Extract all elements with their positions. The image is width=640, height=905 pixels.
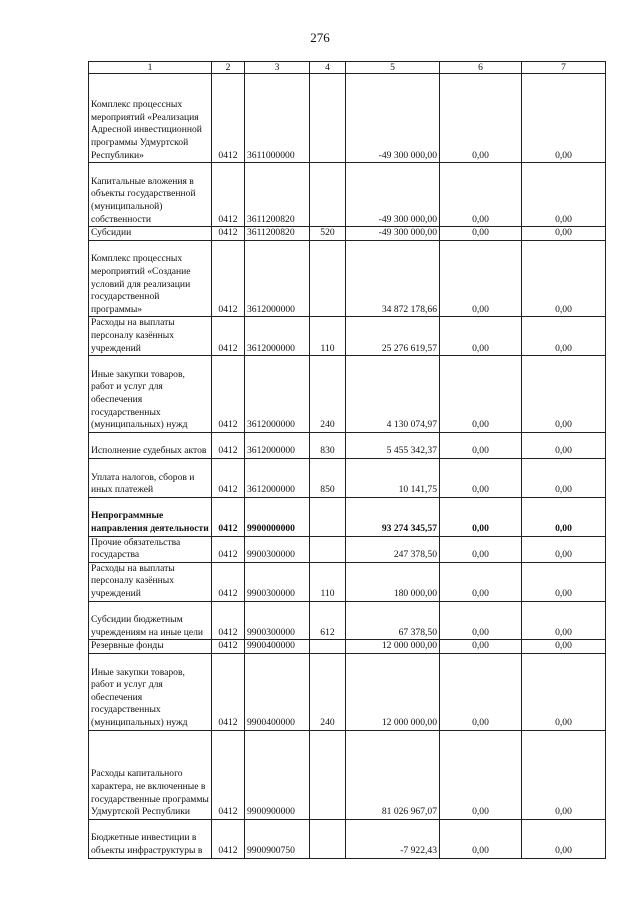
row-col6: 0,00 [440,356,522,433]
table-row [89,356,606,433]
row-col7: 0,00 [522,317,606,356]
row-amount: 180 000,00 [346,562,440,601]
row-col7: 0,00 [522,356,606,433]
row-name: Иные закупки товаров, работ и услуг для обеспечения государственных (муниципальных) нужд [89,653,212,730]
table-row [89,601,606,640]
row-col7: 0,00 [522,536,606,562]
row-section: 0412 [212,240,245,317]
row-col6: 0,00 [440,536,522,562]
row-col7: 0,00 [522,653,606,730]
row-code: 3612000000 [245,356,310,433]
row-name: Субсидии бюджетным учреждениям на иные цели [89,601,212,640]
row-expense-type [310,163,346,227]
header-row [89,62,606,74]
row-col7: 0,00 [522,730,606,819]
row-code: 9900400000 [245,653,310,730]
table-row [89,240,606,317]
row-col6: 0,00 [440,458,522,497]
header-col-5: 5 [346,62,440,74]
table-row [89,74,606,163]
header-col-7: 7 [522,62,606,74]
row-amount: 12 000 000,00 [346,640,440,654]
row-amount: 5 455 342,37 [346,432,440,458]
table-row [89,640,606,654]
row-col6: 0,00 [440,601,522,640]
row-section: 0412 [212,497,245,536]
row-expense-type: 830 [310,432,346,458]
row-name: Капитальные вложения в объекты государственной (муниципальной) собственности [89,163,212,227]
table-body [89,74,606,859]
row-col6: 0,00 [440,317,522,356]
row-name: Комплекс процессных мероприятий «Реализация Адресной инвестиционной программы Удмуртской Республики» [89,74,212,163]
row-expense-type [310,640,346,654]
row-name: Расходы на выплаты персоналу казённых учреждений [89,317,212,356]
row-name: Иные закупки товаров, работ и услуг для обеспечения государственных (муниципальных) нужд [89,356,212,433]
row-col7: 0,00 [522,601,606,640]
row-code: 3612000000 [245,240,310,317]
row-col6: 0,00 [440,432,522,458]
row-col6: 0,00 [440,163,522,227]
row-amount: -7 922,43 [346,819,440,858]
table-row [89,317,606,356]
row-col7: 0,00 [522,227,606,241]
row-code: 3611000000 [245,74,310,163]
row-col7: 0,00 [522,74,606,163]
header-col-2: 2 [212,62,245,74]
row-section: 0412 [212,601,245,640]
row-col6: 0,00 [440,74,522,163]
table-row [89,163,606,227]
row-code: 9900400000 [245,640,310,654]
row-code: 9900900000 [245,730,310,819]
row-expense-type [310,536,346,562]
row-expense-type: 240 [310,653,346,730]
table-row [89,730,606,819]
row-section: 0412 [212,458,245,497]
row-name: Субсидии [89,227,212,241]
row-code: 9900300000 [245,601,310,640]
row-name: Исполнение судебных актов [89,432,212,458]
row-expense-type: 520 [310,227,346,241]
row-expense-type [310,730,346,819]
row-expense-type: 240 [310,356,346,433]
row-expense-type [310,240,346,317]
row-col7: 0,00 [522,819,606,858]
row-amount: 25 276 619,57 [346,317,440,356]
row-code: 3612000000 [245,317,310,356]
header-col-1: 1 [89,62,212,74]
row-amount: 4 130 074,97 [346,356,440,433]
row-expense-type: 850 [310,458,346,497]
row-name: Уплата налогов, сборов и иных платежей [89,458,212,497]
row-section: 0412 [212,74,245,163]
row-code: 3612000000 [245,432,310,458]
row-section: 0412 [212,317,245,356]
row-amount: 67 378,50 [346,601,440,640]
row-name: Бюджетные инвестиции в объекты инфраструктуры в [89,819,212,858]
row-expense-type: 612 [310,601,346,640]
row-code: 3612000000 [245,458,310,497]
header-col-3: 3 [245,62,310,74]
row-col6: 0,00 [440,730,522,819]
row-col6: 0,00 [440,227,522,241]
row-section: 0412 [212,730,245,819]
row-expense-type [310,819,346,858]
row-name: Комплекс процессных мероприятий «Создание условий для реализации государственной программы» [89,240,212,317]
row-expense-type [310,497,346,536]
row-col6: 0,00 [440,640,522,654]
row-expense-type: 110 [310,317,346,356]
row-col7: 0,00 [522,163,606,227]
row-section: 0412 [212,653,245,730]
row-name: Непрограммные направления деятельности [89,497,212,536]
row-col6: 0,00 [440,819,522,858]
row-amount: 81 026 967,07 [346,730,440,819]
row-col7: 0,00 [522,240,606,317]
table-row [89,458,606,497]
row-col7: 0,00 [522,497,606,536]
table-row [89,653,606,730]
row-amount: 93 274 345,57 [346,497,440,536]
row-code: 9900900750 [245,819,310,858]
row-amount: 34 872 178,66 [346,240,440,317]
row-code: 9900000000 [245,497,310,536]
row-col7: 0,00 [522,640,606,654]
row-col6: 0,00 [440,562,522,601]
row-amount: 247 378,50 [346,536,440,562]
row-amount: 12 000 000,00 [346,653,440,730]
row-section: 0412 [212,640,245,654]
row-code: 9900300000 [245,536,310,562]
table-row [89,432,606,458]
row-amount: -49 300 000,00 [346,163,440,227]
header-col-4: 4 [310,62,346,74]
row-amount: 10 141,75 [346,458,440,497]
row-amount: -49 300 000,00 [346,227,440,241]
row-code: 3611200820 [245,227,310,241]
row-name: Расходы капитального характера, не включенные в государственные программы Удмуртской Республики [89,730,212,819]
table-row [89,497,606,536]
row-name: Прочие обязательства государства [89,536,212,562]
row-section: 0412 [212,356,245,433]
row-col7: 0,00 [522,562,606,601]
page-number: 276 [310,30,330,45]
row-section: 0412 [212,432,245,458]
budget-table [88,61,606,859]
row-section: 0412 [212,227,245,241]
row-col6: 0,00 [440,240,522,317]
row-col7: 0,00 [522,432,606,458]
table-row [89,562,606,601]
row-code: 9900300000 [245,562,310,601]
row-section: 0412 [212,562,245,601]
row-expense-type: 110 [310,562,346,601]
table-row [89,227,606,241]
row-amount: -49 300 000,00 [346,74,440,163]
row-section: 0412 [212,819,245,858]
row-expense-type [310,74,346,163]
row-section: 0412 [212,163,245,227]
row-name: Резервные фонды [89,640,212,654]
row-name: Расходы на выплаты персоналу казённых учреждений [89,562,212,601]
row-col7: 0,00 [522,458,606,497]
table-row [89,536,606,562]
row-code: 3611200820 [245,163,310,227]
row-section: 0412 [212,536,245,562]
table-row [89,819,606,858]
row-col6: 0,00 [440,497,522,536]
row-col6: 0,00 [440,653,522,730]
header-col-6: 6 [440,62,522,74]
